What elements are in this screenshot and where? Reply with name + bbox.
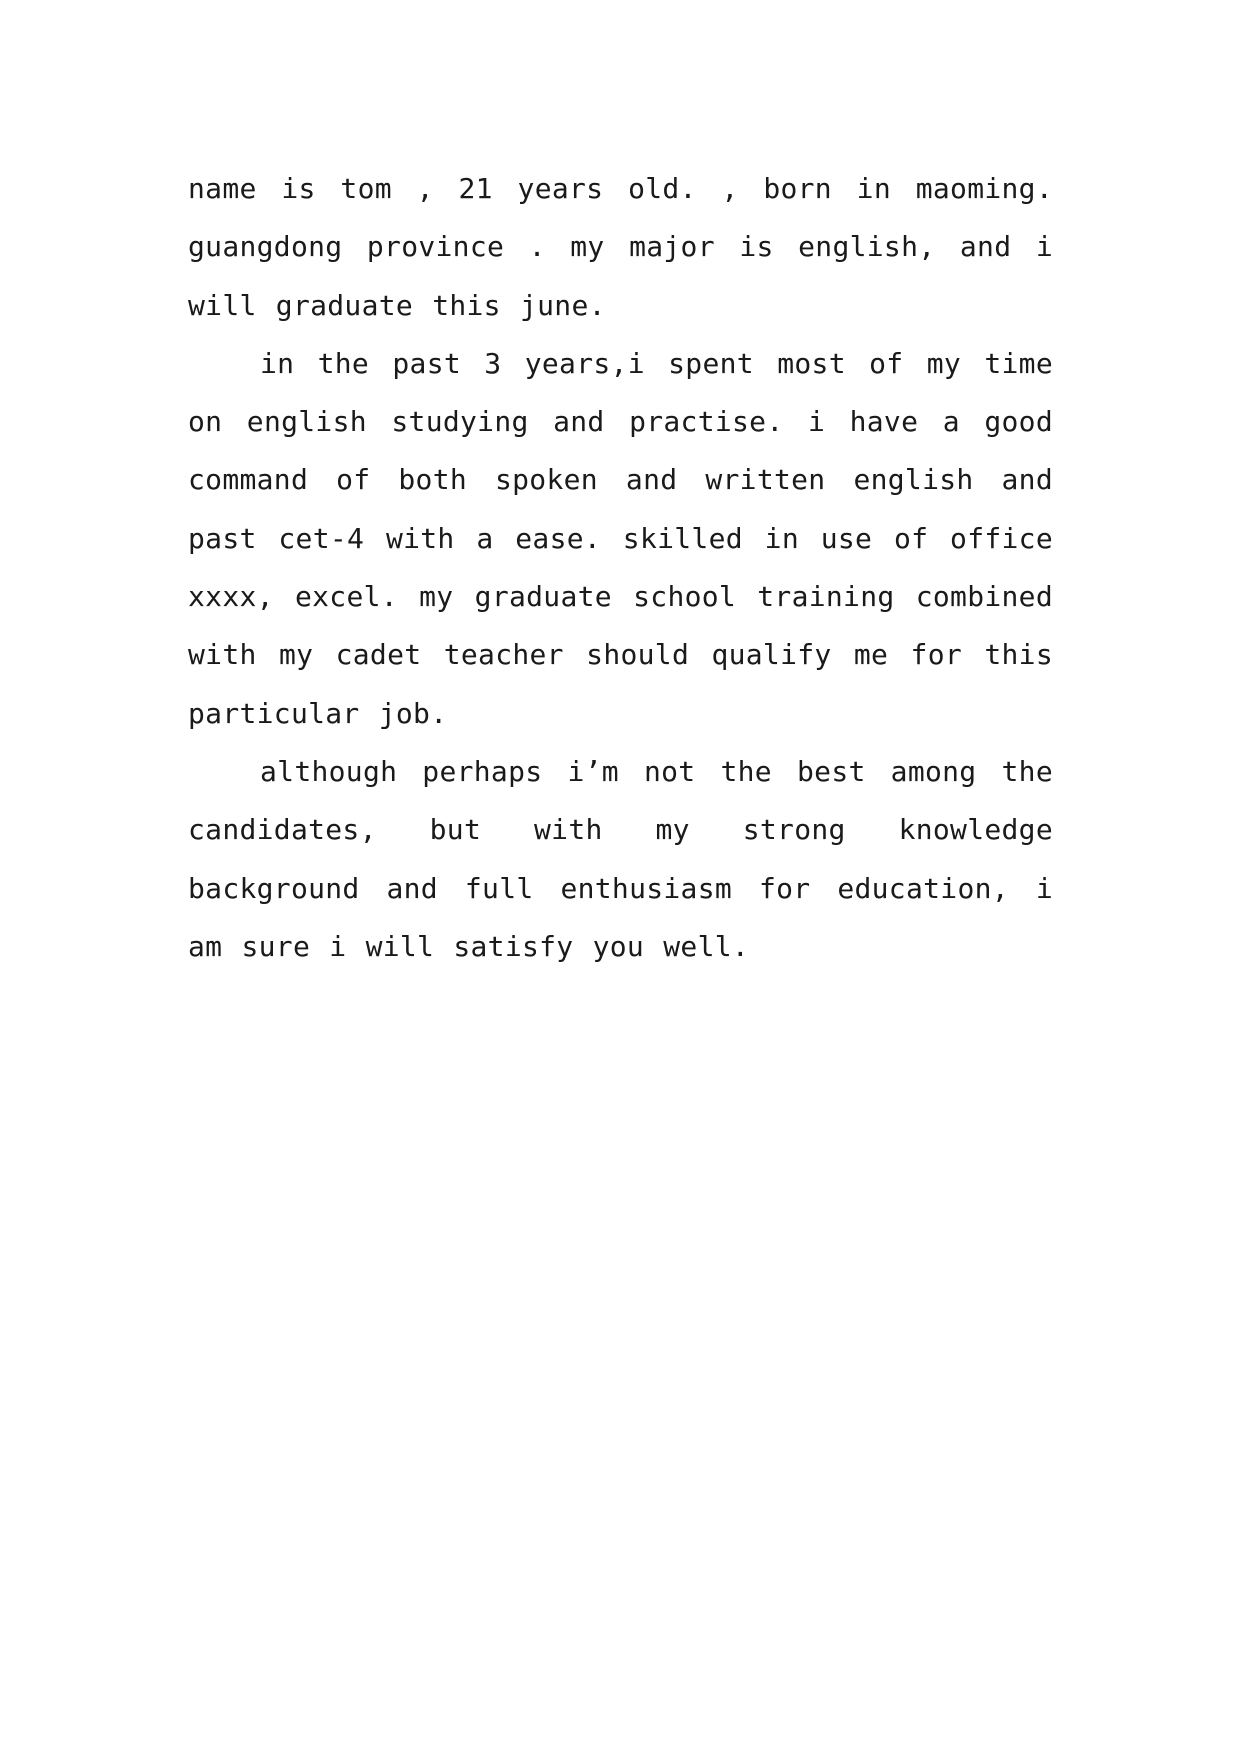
paragraph-introduction: name is tom , 21 years old. , born in maoming. guangdong province . my major is english, and i will graduate this june. bbox=[188, 172, 1053, 322]
paragraph-closing: although perhaps i’m not the best among the candidates, but with my strong knowledge background and full enthusiasm for education, i am sure i will satisfy you well. bbox=[188, 754, 1053, 963]
document-body bbox=[188, 160, 1053, 976]
paragraph-experience: in the past 3 years,i spent most of my time on english studying and practise. i have a good command of both spoken and written english and past cet-4 with a ease. skilled in use of office xxxx, excel. my graduate school training combined with my cadet teacher should qualify me for this particular job. bbox=[188, 346, 1053, 730]
